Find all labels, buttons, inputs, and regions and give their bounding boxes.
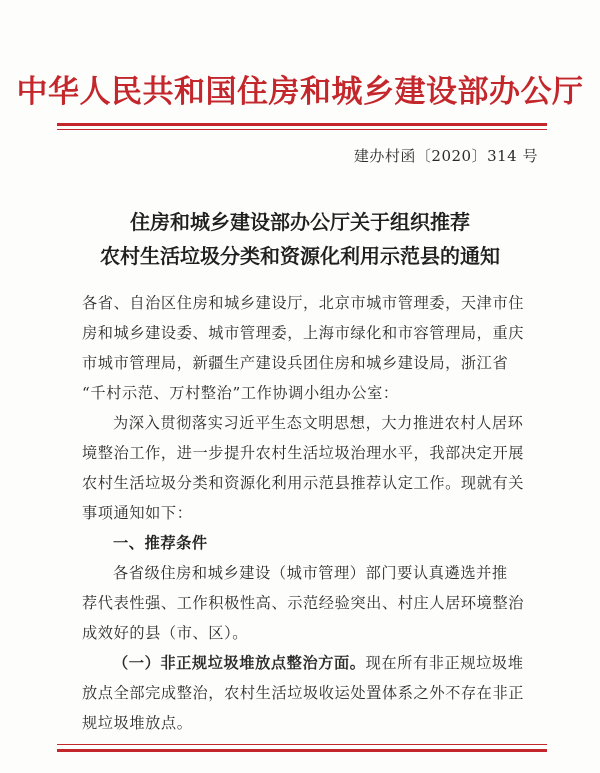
subsection1-lead: （一）非正规垃圾堆放点整治方面。 bbox=[113, 654, 366, 672]
notice-title-line-2: 农村生活垃圾分类和资源化利用示范县的通知 bbox=[100, 244, 500, 268]
addressee-line: 市城市管理局，新疆生产建设兵团住房和城乡建设局，浙江省 bbox=[82, 354, 509, 372]
intro-paragraph bbox=[82, 408, 525, 528]
intro-line: 境整治工作，进一步提升农村生活垃圾治理水平，我部决定开展 bbox=[82, 444, 525, 462]
section-heading-recommendation-criteria: 一、推荐条件 bbox=[113, 534, 208, 552]
header-red-rule-thick bbox=[57, 123, 547, 126]
section1-line: 荐代表性强、工作积极性高、示范经验突出、村庄人居环境整治 bbox=[82, 594, 525, 612]
intro-line: 农村生活垃圾分类和资源化利用示范县推荐认定工作。现就有关 bbox=[82, 474, 525, 492]
footer-red-rule-thick bbox=[57, 749, 547, 752]
subsection1-line: 放点全部完成整治，农村生活垃圾收运处置体系之外不存在非正 bbox=[82, 684, 525, 702]
addressee-line: 房和城乡建设委、城市管理委，上海市绿化和市容管理局，重庆 bbox=[82, 324, 525, 342]
subsection1-paragraph bbox=[82, 648, 525, 738]
document-body bbox=[82, 288, 525, 738]
subsection1-first-line-rest: 现在所有非正规垃圾堆 bbox=[365, 654, 524, 672]
office-title: 中华人民共和国住房和城乡建设部办公厅 bbox=[16, 74, 584, 110]
section1-line: 各省级住房和城乡建设（城市管理）部门要认真遴选并推 bbox=[113, 564, 508, 582]
document-number: 建办村函〔2020〕314 号 bbox=[353, 147, 538, 165]
header-red-rule-thin bbox=[57, 129, 547, 130]
section1-line: 成效好的县（市、区）。 bbox=[82, 624, 249, 642]
subsection1-first-line bbox=[82, 648, 522, 678]
addressee-line: 各省、自治区住房和城乡建设厅，北京市城市管理委，天津市住 bbox=[82, 294, 525, 312]
section1-paragraph bbox=[82, 558, 525, 648]
notice-title-line-1: 住房和城乡建设部办公厅关于组织推荐 bbox=[130, 210, 470, 234]
notice-title bbox=[0, 205, 600, 273]
intro-line: 事项通知如下： bbox=[82, 504, 193, 522]
addressee-line: “千村示范、万村整治”工作协调小组办公室： bbox=[82, 384, 399, 402]
addressees-paragraph bbox=[82, 288, 525, 408]
subsection1-line: 规垃圾堆放点。 bbox=[82, 714, 193, 732]
intro-line: 为深入贯彻落实习近平生态文明思想，大力推进农村人居环 bbox=[113, 414, 524, 432]
footer-red-rule-thin bbox=[57, 744, 547, 745]
